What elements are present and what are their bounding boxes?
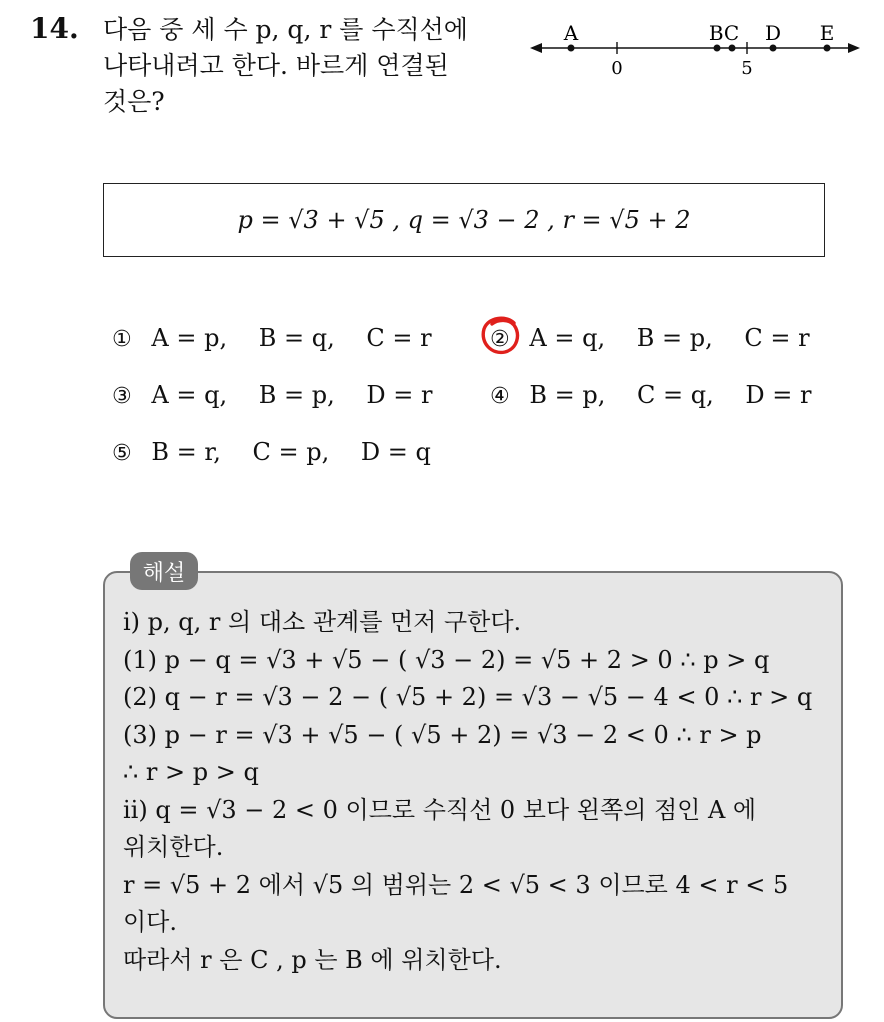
point-a — [568, 45, 575, 52]
solution-line: (1) p − q = √3 + √5 − ( √3 − 2) = √5 + 2 > 0 ∴ p > q — [123, 645, 770, 674]
option-2[interactable] — [490, 324, 810, 352]
tick-0: 0 — [611, 58, 623, 79]
question-number: 14. — [30, 12, 79, 45]
solution-line: 이다. — [123, 908, 177, 936]
option-part: B = p, — [258, 381, 335, 409]
option-part: B = p, — [529, 381, 606, 409]
option-number: ⑤ — [112, 441, 132, 466]
option-part: C = p, — [252, 438, 330, 466]
number-line — [530, 18, 860, 82]
option-part: B = p, — [636, 324, 713, 352]
label-bc: BC — [708, 21, 740, 45]
label-d: D — [764, 21, 782, 45]
given-text: p = √3 + √5 , q = √3 − 2 , r = √5 + 2 — [237, 206, 691, 234]
option-part: C = r — [366, 324, 432, 352]
option-number: ① — [112, 327, 132, 352]
option-part: D = r — [745, 381, 812, 409]
solution-line: r = √5 + 2 에서 √5 의 범위는 2 < √5 < 3 이므로 4 < r < 5 — [123, 870, 789, 899]
solution-line: ⅰ) p, q, r 의 대소 관계를 먼저 구한다. — [123, 608, 522, 636]
option-part: B = q, — [258, 324, 335, 352]
question-line: 다음 중 세 수 p, q, r 를 수직선에 — [103, 15, 468, 44]
point-d — [770, 45, 777, 52]
label-a: A — [563, 21, 579, 45]
point-b — [714, 45, 721, 52]
option-part: A = q, — [151, 381, 228, 409]
solution-label: 해설 — [130, 552, 198, 590]
option-5[interactable] — [112, 438, 431, 466]
solution-line: 따라서 r 은 C , p 는 B 에 위치한다. — [123, 945, 502, 974]
option-part: D = q — [360, 438, 431, 466]
solution-text — [123, 604, 833, 979]
solution-line: 위치한다. — [123, 833, 224, 861]
question-text — [103, 12, 523, 120]
question-line: 나타내려고 한다. 바르게 연결된 — [103, 51, 449, 80]
solution-line: ⅱ) q = √3 − 2 < 0 이므로 수직선 0 보다 왼쪽의 점인 A 에 — [123, 795, 757, 824]
solution-line: ∴ r > p > q — [123, 758, 259, 786]
option-1[interactable] — [112, 324, 432, 352]
option-3[interactable] — [112, 381, 432, 409]
question-line: 것은? — [103, 87, 165, 116]
solution-line: (2) q − r = √3 − 2 − ( √5 + 2) = √3 − √5 − 4 < 0 ∴ r > q — [123, 683, 813, 711]
option-4[interactable] — [490, 381, 811, 409]
option-part: D = r — [366, 381, 433, 409]
point-e — [824, 45, 831, 52]
given-expressions — [103, 183, 825, 257]
option-part: A = p, — [151, 324, 228, 352]
point-c — [729, 45, 736, 52]
option-number: ④ — [490, 384, 510, 409]
solution-line: (3) p − r = √3 + √5 − ( √5 + 2) = √3 − 2 < 0 ∴ r > p — [123, 720, 762, 749]
option-part: B = r, — [151, 438, 221, 466]
tick-5: 5 — [741, 58, 753, 79]
label-e: E — [819, 21, 835, 45]
option-part: C = r — [744, 324, 810, 352]
option-number: ③ — [112, 384, 132, 409]
option-part: A = q, — [529, 324, 606, 352]
option-number: ② — [490, 327, 510, 352]
option-part: C = q, — [637, 381, 714, 409]
